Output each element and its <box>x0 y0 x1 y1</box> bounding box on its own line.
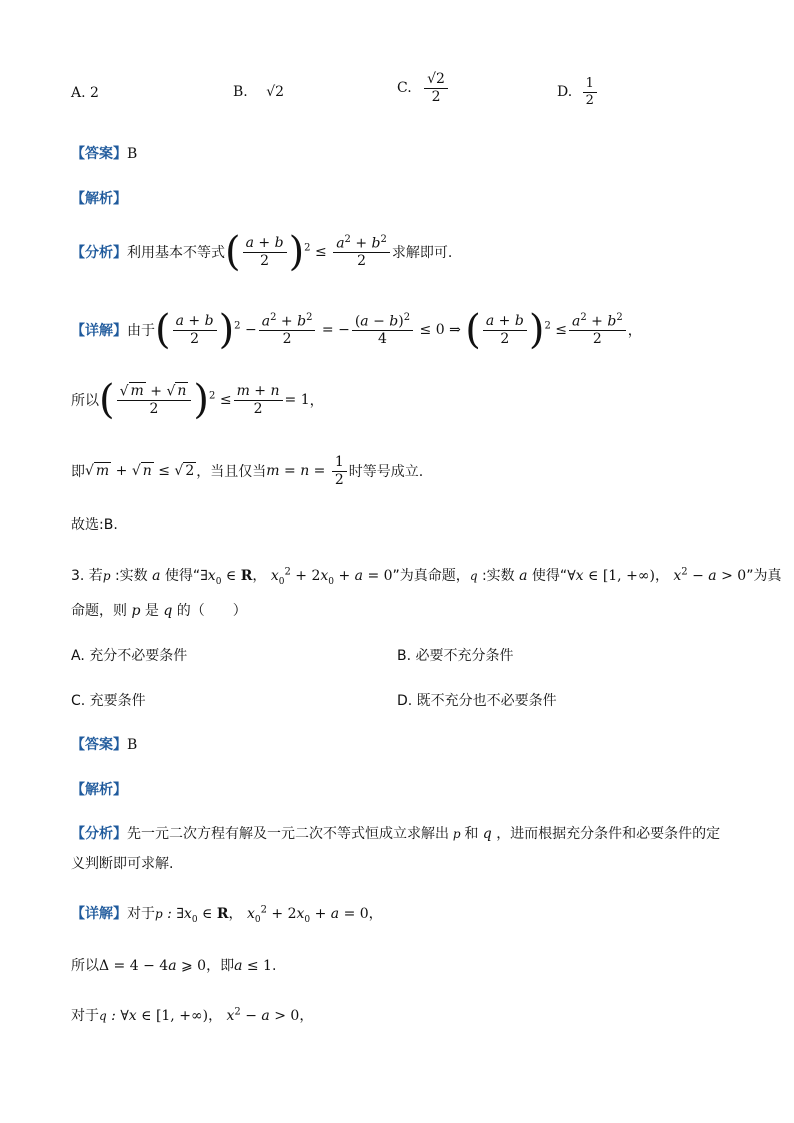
option-a-text: A. 2 <box>71 85 99 101</box>
q2-suoyi: 所以 ( $\frac{√ m + √ n}{2}$ )$^2$ ≤ $\frac{m + n}{2}$ = 1 ， <box>71 377 324 423</box>
option-d-label: D. <box>557 84 573 101</box>
q3-jiexi-tag: 【解析】 <box>71 782 127 798</box>
ji-mid: ，当且仅当 <box>196 464 267 481</box>
option-b-label: B. <box>233 84 248 100</box>
q3-stem-line1: 3. 若p :实数 a 使得“$\exists x_0$ ∈ R， $x_0^2 + 2x_0 + a = 0$”为真命题，q :实数 a 使得“∀x ∈ [1, +∞)， $x^2 - a > 0$”为真 <box>71 566 782 587</box>
q3-stem-text-8: 是 <box>144 603 159 619</box>
option-c-label: C. <box>397 80 412 97</box>
q3-stem-text-4: 实数 <box>486 568 515 584</box>
q3-answer <box>71 734 137 754</box>
q3-suoyi-post: ，即 <box>206 958 235 974</box>
q3-suoyi-text: 所以 <box>71 958 99 974</box>
q3-answer-tag: 【答案】 <box>71 737 127 753</box>
option-a <box>71 85 99 101</box>
q3-option-b: B. 必要不充分条件 <box>397 648 514 664</box>
q3-option-d: D. 既不充分也不必要条件 <box>397 693 557 709</box>
fenxi-formula: ( $\frac{a + b}{2}$ )$^2$ ≤ $\frac{a^2 + b^2}{2}$ <box>225 232 392 272</box>
option-b <box>233 84 284 100</box>
q3-duiyu: 对于q : ∀x ∈ [1, +∞)， $x^2 - a > 0$， <box>71 1006 314 1024</box>
ji-text: 即 <box>71 464 85 481</box>
q3-stem-text-6: ”为真 <box>746 568 782 584</box>
fenxi-pre: 利用基本不等式 <box>127 245 225 261</box>
ji-formula: √ m + √ n ≤ √ 2 <box>85 463 195 480</box>
option-c <box>397 72 450 104</box>
option-c-denominator: 2 <box>431 88 441 105</box>
option-d <box>557 77 599 107</box>
option-d-numerator: 1 <box>583 77 597 93</box>
option-d-denominator: 2 <box>585 92 594 108</box>
q3-option-a: A. 充分不必要条件 <box>71 648 188 664</box>
fenxi-tag: 【分析】 <box>71 245 127 261</box>
q3-stem-text-5: 使得“ <box>531 568 568 584</box>
q3-fenxi-line2: 义判断即可求解. <box>71 856 174 872</box>
q3-xiangjie-text: 对于 <box>127 906 155 922</box>
q3-option-c: C. 充要条件 <box>71 693 146 709</box>
q3-stem-text-2: 使得“ <box>164 568 201 584</box>
q3-fenxi-text-2: 和 <box>464 826 479 842</box>
q3-stem-text-1: 实数 <box>119 568 148 584</box>
suoyi-text: 所以 <box>71 393 99 409</box>
q3-fenxi-text-3: ，进而根据充分条件和必要条件的定 <box>496 826 721 842</box>
q3-fenxi-tag: 【分析】 <box>71 826 127 842</box>
suoyi-formula: ( $\frac{√ m + √ n}{2}$ )$^2$ ≤ $\frac{m + n}{2}$ = 1 <box>99 377 310 423</box>
xiangjie-pre: 由于 <box>127 323 155 339</box>
xiangjie-tag: 【详解】 <box>71 323 127 339</box>
q2-ji <box>71 455 423 487</box>
q3-answer-value: B <box>127 737 138 753</box>
q2-answer <box>71 143 137 163</box>
q2-fenxi <box>71 229 453 275</box>
option-c-fraction <box>424 72 448 104</box>
q3-duiyu-text: 对于 <box>71 1008 99 1024</box>
q3-number: 3. 若 <box>71 568 103 584</box>
q3-xiangjie: 【详解】对于p : $\exists x_0$ ∈ R， $x_0^2 + 2x_0 + a = 0$， <box>71 904 383 925</box>
q3-stem-text-7: 命题，则 <box>71 603 127 619</box>
q3-stem-text-9: 的（ ） <box>176 603 247 619</box>
q3-fenxi-line1: 【分析】先一元二次方程有解及一元二次不等式恒成立求解出 p 和 q ，进而根据充分条件和必要条件的定 <box>71 826 721 842</box>
q3-stem-line2: 命题，则 p 是 q 的（ ） <box>71 603 247 619</box>
q2-xiangjie: 【详解】 由于 ( $\frac{a + b}{2}$ )$^2$ − $\frac{a^2 + b^2}{2}$ = − $\frac{(a - b)^2}{4}$ ≤ 0 ⇒ ( $\frac{a + b}{2}$ )$^2$ ≤ $\frac{a^2 + b^2}{2}$ ， <box>71 307 642 353</box>
option-b-value: √2 <box>266 84 285 100</box>
answer-tag: 【答案】 <box>71 146 127 162</box>
q3-xiangjie-tag: 【详解】 <box>71 906 127 922</box>
xiangjie-formula: ( $\frac{a + b}{2}$ )$^2$ − $\frac{a^2 + b^2}{2}$ = − $\frac{(a - b)^2}{4}$ ≤ 0 ⇒ ( $\frac{a + b}{2}$ )$^2$ ≤ $\frac{a^2 + b^2}{2}$ <box>155 310 628 350</box>
fenxi-post: 求解即可. <box>391 245 453 261</box>
answer-value: B <box>127 146 138 162</box>
q3-suoyi: 所以Δ = 4 − 4a ⩾ 0，即a ≤ 1. <box>71 958 277 974</box>
option-c-numerator: √2 <box>424 72 448 89</box>
q2-jiexi-tag: 【解析】 <box>71 191 127 207</box>
ji-post: 时等号成立. <box>348 464 424 481</box>
ji-condition: m = n = $\frac{1}{2}$ <box>266 455 348 487</box>
option-d-fraction <box>583 77 597 107</box>
q2-guxuan: 故选:B. <box>71 517 118 533</box>
q3-fenxi-text-1: 先一元二次方程有解及一元二次不等式恒成立求解出 <box>127 826 449 842</box>
q3-stem-text-3: ”为真命题， <box>392 568 470 584</box>
